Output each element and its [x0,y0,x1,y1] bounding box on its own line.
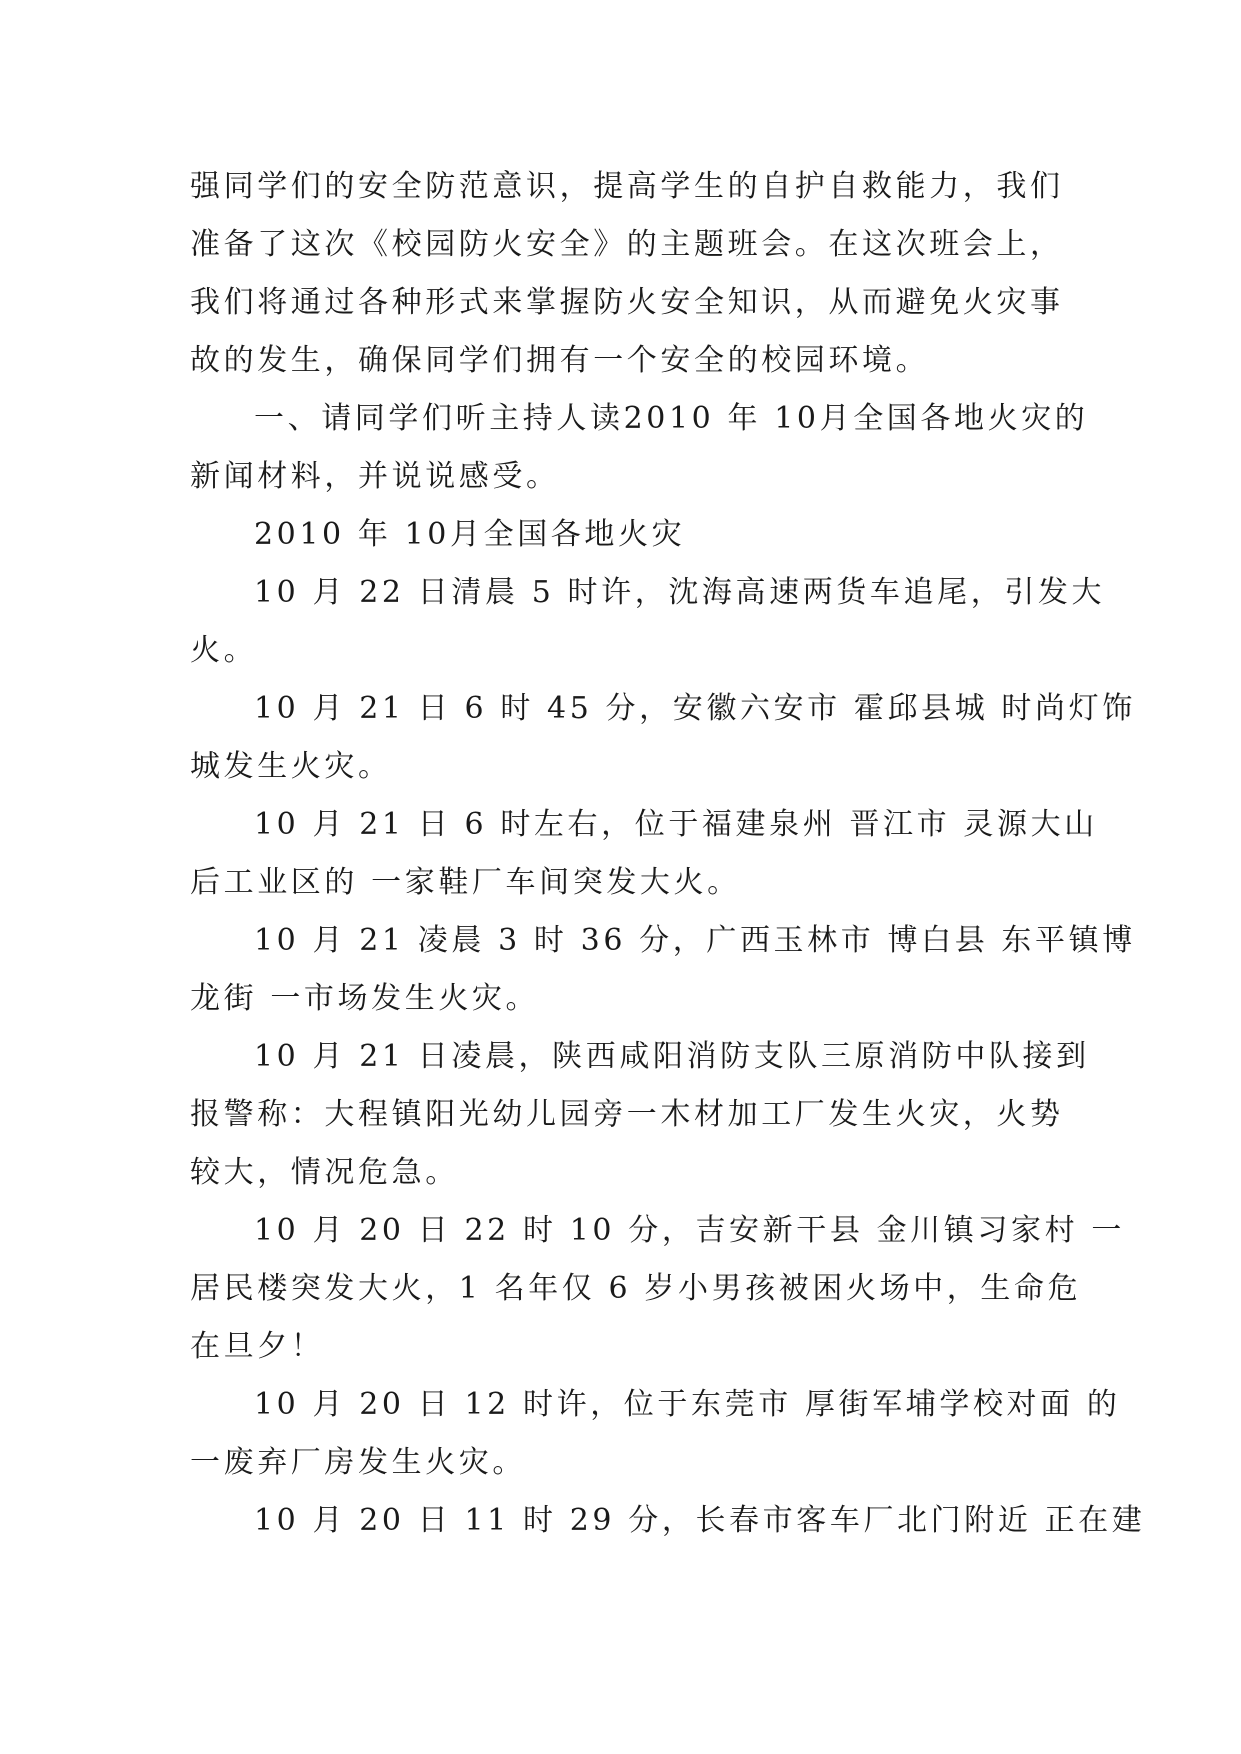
paragraph-line: 我们将通过各种形式来掌握防火安全知识，从而避免火灾事 [190,285,1064,320]
news-item-line: 城发生火灾。 [190,749,392,784]
news-item-line: 10 月 20 日 22 时 10 分，吉安新干县 金川镇习家村 一 [254,1213,1125,1248]
news-item-line: 一废弃厂房发生火灾。 [190,1445,526,1480]
news-item-line: 较大，情况危急。 [190,1155,459,1190]
news-item-line: 10 月 20 日 11 时 29 分，长春市客车厂北门附近 正在建 [254,1503,1146,1538]
paragraph-line: 新闻材料，并说说感受。 [190,459,560,494]
news-item-line: 在旦夕！ [190,1329,325,1364]
news-title: 2010 年 10月全国各地火灾 [254,517,686,552]
paragraph-line: 强同学们的安全防范意识，提高学生的自护自救能力，我们 [190,169,1064,204]
news-item-line: 10 月 21 凌晨 3 时 36 分，广西玉林市 博白县 东平镇博 [254,923,1136,958]
section-heading-line: 一、请同学们听主持人读2010 年 10月全国各地火灾的 [254,401,1089,436]
news-item-line: 居民楼突发大火，1 名年仅 6 岁小男孩被困火场中，生命危 [190,1271,1082,1306]
paragraph-line: 故的发生，确保同学们拥有一个安全的校园环境。 [190,343,930,378]
news-item-line: 火。 [190,633,258,668]
news-item-line: 10 月 21 日 6 时左右，位于福建泉州 晋江市 灵源大山 [254,807,1098,842]
news-item-line: 10 月 21 日凌晨，陕西咸阳消防支队三原消防中队接到 [254,1039,1090,1074]
news-item-line: 10 月 21 日 6 时 45 分，安徽六安市 霍邱县城 时尚灯饰 [254,691,1136,726]
document-body [190,158,1146,1550]
news-item-line: 报警称：大程镇阳光幼儿园旁一木材加工厂发生火灾，火势 [190,1097,1064,1132]
paragraph-line: 准备了这次《校园防火安全》的主题班会。在这次班会上， [190,227,1064,262]
news-item-line: 10 月 22 日清晨 5 时许，沈海高速两货车追尾，引发大 [254,575,1106,610]
news-item-line: 后工业区的 一家鞋厂车间突发大火。 [190,865,741,900]
news-item-line: 10 月 20 日 12 时许，位于东莞市 厚街军埔学校对面 的 [254,1387,1121,1422]
news-item-line: 龙街 一市场发生火灾。 [190,981,540,1016]
